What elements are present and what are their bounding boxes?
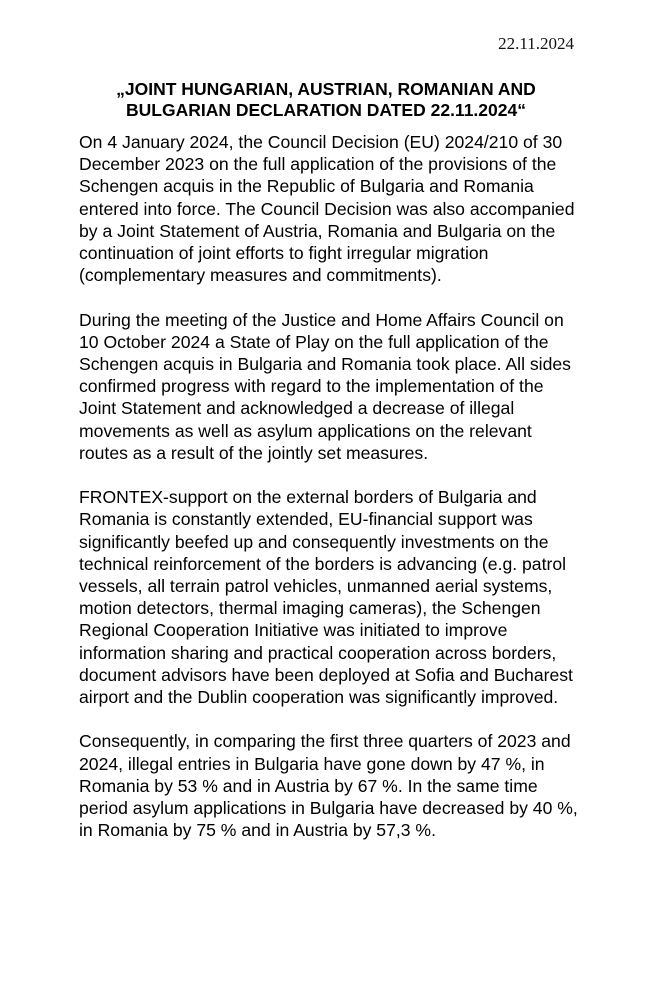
title-line-2: BULGARIAN DECLARATION DATED 22.11.2024“ — [126, 100, 526, 120]
paragraph-1: On 4 January 2024, the Council Decision (EU) 2024/210 of 30 December 2023 on the full application of the provisions of the Schengen acquis in the Republic of Bulgaria and Romania entered into force. The Council Decision was also accompanied by a Joint Statement of Austria, Romania and Bulgaria on the continuation of joint efforts to fight irregular migration (complementary measures and commitments). — [79, 132, 575, 286]
document-body — [79, 131, 579, 864]
document-date: 22.11.2024 — [498, 34, 574, 53]
title-line-1: „JOINT HUNGARIAN, AUSTRIAN, ROMANIAN AND — [116, 79, 536, 99]
paragraph-2: During the meeting of the Justice and Home Affairs Council on 10 October 2024 a State of Play on the full application of the Schengen acquis in Bulgaria and Romania took place. All sides confirmed progress with regard to the implementation of the Joint Statement and acknowledged a decrease of illegal movements as well as asylum applications on the relevant routes as a result of the jointly set measures. — [79, 309, 571, 463]
paragraph-3: FRONTEX-support on the external borders of Bulgaria and Romania is constantly extended, EU-financial support was significantly beefed up and consequently investments on the technical reinforcement of the borders is advancing (e.g. patrol vessels, all terrain patrol vehicles, unmanned aerial systems, motion detectors, thermal imaging cameras), the Schengen Regional Cooperation Initiative was initiated to improve information sharing and practical cooperation across borders, document advisors have been deployed at Sofia and Bucharest airport and the Dublin cooperation was significantly improved. — [79, 487, 573, 708]
paragraph-4: Consequently, in comparing the first three quarters of 2023 and 2024, illegal entries in Bulgaria have gone down by 47 %, in Romania by 53 % and in Austria by 67 %. In the same time period asylum applications in Bulgaria have decreased by 40 %, in Romania by 75 % and in Austria by 57,3 %. — [79, 731, 578, 841]
document-title — [70, 79, 582, 121]
